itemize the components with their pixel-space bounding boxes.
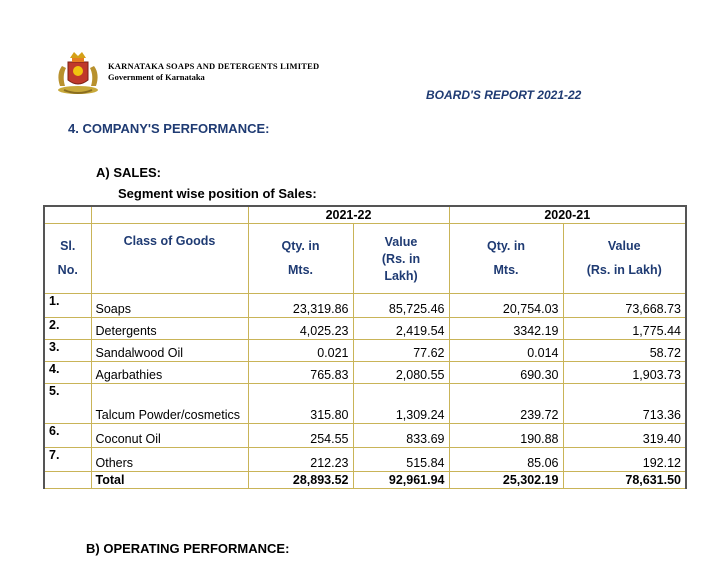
class-of-goods-cell: Soaps xyxy=(91,294,248,318)
report-title: BOARD'S REPORT 2021-22 xyxy=(426,88,582,102)
value-previous-cell: 73,668.73 xyxy=(563,294,686,318)
class-of-goods-cell: Others xyxy=(91,448,248,472)
class-of-goods-cell: Talcum Powder/cosmetics xyxy=(91,384,248,424)
value-current-cell: 85,725.46 xyxy=(353,294,449,318)
sales-subheading: A) SALES: xyxy=(96,165,161,180)
qty-current-cell: 254.55 xyxy=(248,424,353,448)
total-label: Total xyxy=(91,472,248,489)
qty-previous-cell: 3342.19 xyxy=(449,318,563,340)
value-current-cell: 2,419.54 xyxy=(353,318,449,340)
sales-table xyxy=(43,205,687,489)
total-row xyxy=(44,472,686,489)
qty-previous-cell: 20,754.03 xyxy=(449,294,563,318)
total-qty-current: 28,893.52 xyxy=(248,472,353,489)
value-current-cell: 515.84 xyxy=(353,448,449,472)
class-of-goods-cell: Agarbathies xyxy=(91,362,248,384)
total-value-previous: 78,631.50 xyxy=(563,472,686,489)
table-row xyxy=(44,384,686,424)
qty-current-cell: 0.021 xyxy=(248,340,353,362)
table-row xyxy=(44,340,686,362)
column-header-row xyxy=(44,224,686,294)
table-row xyxy=(44,448,686,472)
value-current-cell: 2,080.55 xyxy=(353,362,449,384)
qty-current-header: Qty. in Mts. xyxy=(248,224,353,294)
total-value-current: 92,961.94 xyxy=(353,472,449,489)
sl-no-cell: 5. xyxy=(44,384,91,424)
total-qty-previous: 25,302.19 xyxy=(449,472,563,489)
sl-no-cell: 3. xyxy=(44,340,91,362)
year-header-row xyxy=(44,206,686,224)
value-current-cell: 77.62 xyxy=(353,340,449,362)
class-of-goods-cell: Detergents xyxy=(91,318,248,340)
operating-performance-heading: B) OPERATING PERFORMANCE: xyxy=(86,541,290,556)
org-name: KARNATAKA SOAPS AND DETERGENTS LIMITED xyxy=(108,61,320,71)
qty-previous-cell: 85.06 xyxy=(449,448,563,472)
qty-previous-header: Qty. in Mts. xyxy=(449,224,563,294)
qty-previous-cell: 690.30 xyxy=(449,362,563,384)
table-row xyxy=(44,362,686,384)
class-of-goods-cell: Coconut Oil xyxy=(91,424,248,448)
class-of-goods-cell: Sandalwood Oil xyxy=(91,340,248,362)
qty-current-cell: 212.23 xyxy=(248,448,353,472)
value-previous-cell: 1,775.44 xyxy=(563,318,686,340)
class-of-goods-header: Class of Goods xyxy=(91,224,248,294)
sl-no-cell: 2. xyxy=(44,318,91,340)
qty-previous-cell: 0.014 xyxy=(449,340,563,362)
sl-no-cell: 1. xyxy=(44,294,91,318)
sl-no-cell: 6. xyxy=(44,424,91,448)
value-previous-cell: 1,903.73 xyxy=(563,362,686,384)
qty-current-cell: 4,025.23 xyxy=(248,318,353,340)
sl-no-cell: 4. xyxy=(44,362,91,384)
karnataka-emblem-icon xyxy=(52,46,104,98)
sl-no-cell: 7. xyxy=(44,448,91,472)
value-current-cell: 1,309.24 xyxy=(353,384,449,424)
value-previous-cell: 192.12 xyxy=(563,448,686,472)
sales-caption: Segment wise position of Sales: xyxy=(118,186,317,201)
value-previous-cell: 319.40 xyxy=(563,424,686,448)
qty-current-cell: 765.83 xyxy=(248,362,353,384)
table-row xyxy=(44,424,686,448)
section-heading: 4. COMPANY'S PERFORMANCE: xyxy=(68,121,270,136)
value-current-cell: 833.69 xyxy=(353,424,449,448)
value-previous-cell: 58.72 xyxy=(563,340,686,362)
qty-previous-cell: 190.88 xyxy=(449,424,563,448)
qty-previous-cell: 239.72 xyxy=(449,384,563,424)
table-row xyxy=(44,318,686,340)
year-current-header: 2021-22 xyxy=(248,206,449,224)
qty-current-cell: 315.80 xyxy=(248,384,353,424)
org-subtitle: Government of Karnataka xyxy=(108,72,205,82)
value-previous-header: Value (Rs. in Lakh) xyxy=(563,224,686,294)
year-previous-header: 2020-21 xyxy=(449,206,686,224)
value-current-header: Value (Rs. in Lakh) xyxy=(353,224,449,294)
sl-no-header: Sl. No. xyxy=(44,224,91,294)
qty-current-cell: 23,319.86 xyxy=(248,294,353,318)
table-row xyxy=(44,294,686,318)
value-previous-cell: 713.36 xyxy=(563,384,686,424)
